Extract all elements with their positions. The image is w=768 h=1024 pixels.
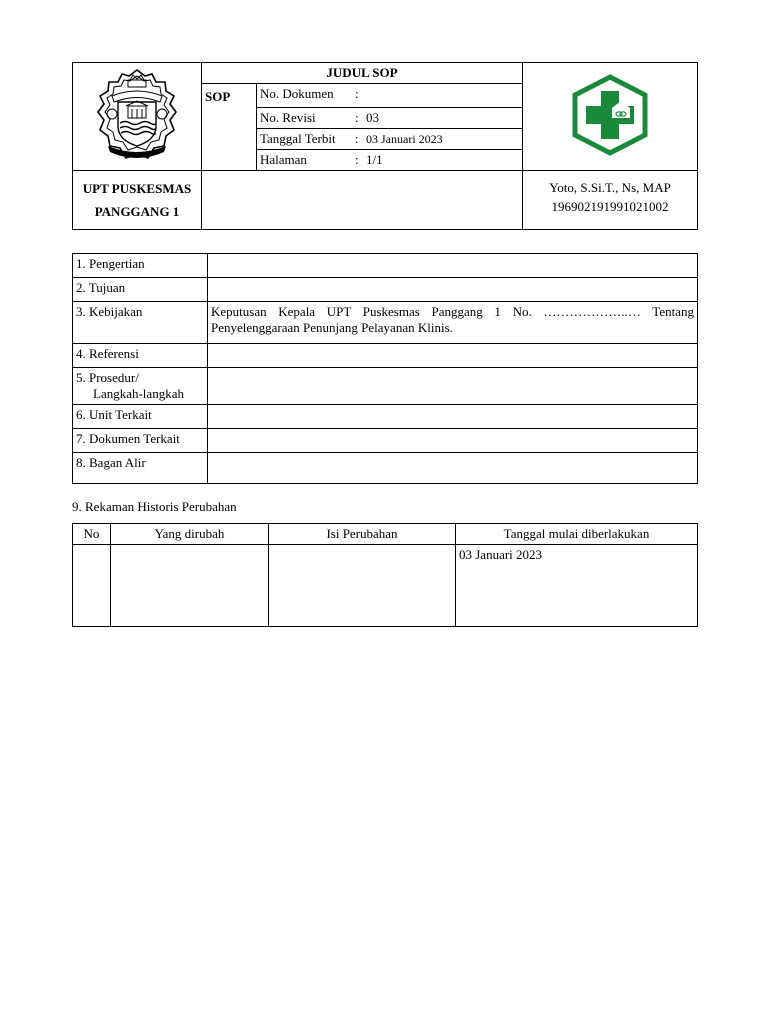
page-value: 1/1	[366, 152, 383, 167]
section-label: 2. Tujuan	[73, 278, 208, 302]
table-row	[73, 254, 698, 278]
table-cell: 03 Januari 2023	[456, 545, 698, 627]
section-label: 5. Prosedur/	[76, 370, 139, 385]
section-label: 7. Dokumen Terkait	[73, 429, 208, 453]
table-cell	[269, 545, 456, 627]
section-content	[208, 405, 698, 429]
health-logo-cell	[523, 63, 698, 171]
separator: :	[355, 131, 359, 146]
page-label: Halaman	[260, 152, 307, 167]
org-line-2: PANGGANG 1	[94, 204, 180, 219]
column-header: Tanggal mulai diberlakukan	[456, 524, 698, 545]
section-label-continued: Langkah-langkah	[93, 386, 184, 401]
revision-label: No. Revisi	[260, 110, 316, 125]
history-table	[72, 523, 698, 627]
section-content	[208, 453, 698, 484]
regency-logo-cell	[73, 63, 202, 171]
issue-date-value: 03 Januari 2023	[366, 132, 443, 146]
table-row	[73, 368, 698, 405]
revision-value: 03	[366, 110, 379, 125]
section-content: Keputusan Kepala UPT Puskesmas Panggang 1 No. ………………..… Tentang Penyelenggaraan Penunjang Pelayanan Klinis.	[208, 302, 698, 344]
table-cell	[73, 545, 111, 627]
section-content	[208, 429, 698, 453]
section-content	[208, 368, 698, 405]
column-header: Isi Perubahan	[269, 524, 456, 545]
section-label: 6. Unit Terkait	[73, 405, 208, 429]
table-row	[73, 405, 698, 429]
separator: :	[355, 152, 359, 167]
column-header: No	[73, 524, 111, 545]
section-label: 3. Kebijakan	[73, 302, 208, 344]
history-title: 9. Rekaman Historis Perubahan	[72, 499, 237, 514]
section-content	[208, 344, 698, 368]
sop-header-table	[72, 62, 698, 230]
doc-number-label: No. Dokumen	[260, 86, 334, 101]
doc-number-field	[257, 84, 523, 108]
table-row	[73, 302, 698, 344]
signer-name: Yoto, S.Si.T., Ns, MAP	[549, 180, 671, 195]
table-row	[73, 344, 698, 368]
organization-name	[73, 171, 202, 230]
separator: :	[355, 110, 359, 125]
page-field	[257, 150, 523, 171]
sop-title: JUDUL SOP	[202, 63, 523, 84]
sop-content-table	[72, 253, 698, 484]
signer-nip: 196902191991021002	[551, 199, 669, 214]
section-content	[208, 278, 698, 302]
section-label: 4. Referensi	[73, 344, 208, 368]
signer-block	[523, 171, 698, 230]
section-label-procedure	[73, 368, 208, 405]
table-row	[73, 278, 698, 302]
table-header-row	[73, 524, 698, 545]
table-row	[73, 545, 698, 627]
org-line-1: UPT PUSKESMAS	[82, 181, 192, 196]
table-row	[73, 453, 698, 484]
revision-field	[257, 108, 523, 129]
column-header: Yang dirubah	[111, 524, 269, 545]
issue-date-field	[257, 129, 523, 150]
signature-area	[202, 171, 523, 230]
separator: :	[355, 86, 359, 101]
regency-seal-icon	[90, 66, 184, 164]
sop-label: SOP	[202, 84, 257, 171]
puskesmas-logo-icon	[569, 74, 651, 156]
section-label: 8. Bagan Alir	[73, 453, 208, 484]
table-cell	[111, 545, 269, 627]
section-content	[208, 254, 698, 278]
section-label: 1. Pengertian	[73, 254, 208, 278]
table-row	[73, 429, 698, 453]
issue-date-label: Tanggal Terbit	[260, 131, 336, 146]
